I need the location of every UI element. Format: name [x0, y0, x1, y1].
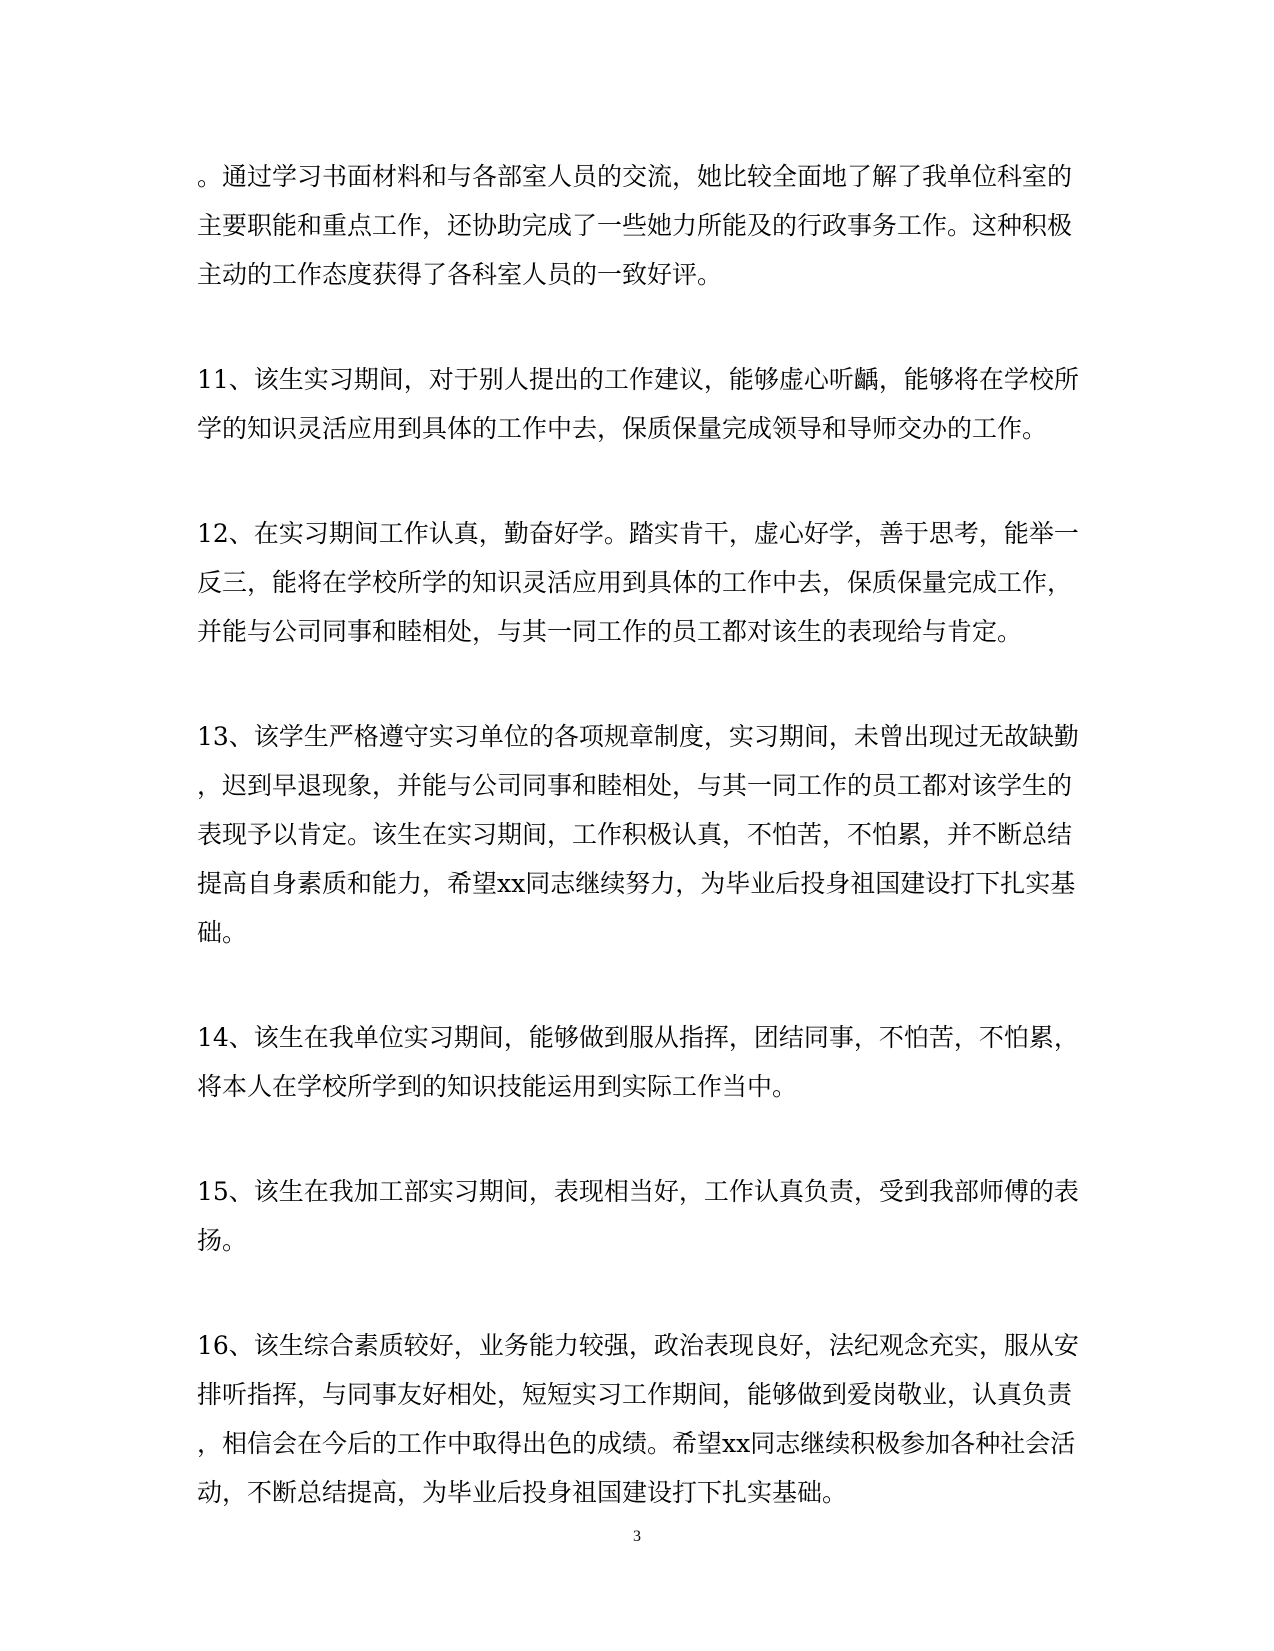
text-line: 11、该生实习期间，对于别人提出的工作建议，能够虚心听齲，能够将在学校所: [197, 365, 1079, 394]
paragraph-16: [197, 1321, 1077, 1517]
text-line: 12、在实习期间工作认真，勤奋好学。踏实肯干，虚心好学，善于思考，能举一: [197, 519, 1079, 548]
paragraph-13: [197, 712, 1077, 957]
page-number: 3: [633, 1528, 641, 1545]
text-line: 15、该生在我加工部实习期间，表现相当好，工作认真负责，受到我部师傅的表: [197, 1177, 1079, 1206]
text-line: 13、该学生严格遵守实习单位的各项规章制度，实习期间，未曾出现过无故缺勤: [197, 722, 1079, 751]
paragraph-15: [197, 1167, 1077, 1265]
paragraph-spacer: [197, 957, 1077, 1013]
document-body: [197, 152, 1077, 1517]
paragraph-intro-continued: [197, 152, 1077, 299]
paragraph-spacer: [197, 299, 1077, 355]
text-line: ，相信会在今后的工作中取得出色的成绩。希望xx同志继续积极参加各种社会活: [197, 1429, 1076, 1458]
text-line: 扬。: [197, 1226, 248, 1255]
text-line: 。通过学习书面材料和与各部室人员的交流，她比较全面地了解了我单位科室的: [197, 162, 1073, 191]
text-line: 16、该生综合素质较好，业务能力较强，政治表现良好，法纪观念充实，服从安: [197, 1331, 1079, 1360]
text-line: 主动的工作态度获得了各科室人员的一致好评。: [197, 260, 723, 289]
text-line: 排听指挥，与同事友好相处，短短实习工作期间，能够做到爱岗敬业，认真负责: [197, 1380, 1073, 1409]
text-line: 反三，能将在学校所学的知识灵活应用到具体的工作中去，保质保量完成工作，: [197, 568, 1073, 597]
text-line: 将本人在学校所学到的知识技能运用到实际工作当中。: [197, 1072, 798, 1101]
text-line: 础。: [197, 918, 248, 947]
text-line: 动，不断总结提高，为毕业后投身祖国建设打下扎实基础。: [197, 1478, 848, 1507]
text-line: 14、该生在我单位实习期间，能够做到服从指挥，团结同事，不怕苦，不怕累，: [197, 1023, 1079, 1052]
paragraph-spacer: [197, 453, 1077, 509]
paragraph-11: [197, 355, 1077, 453]
paragraph-12: [197, 509, 1077, 656]
text-line: 并能与公司同事和睦相处，与其一同工作的员工都对该生的表现给与肯定。: [197, 617, 1023, 646]
text-line: 主要职能和重点工作，还协助完成了一些她力所能及的行政事务工作。这种积极: [197, 211, 1073, 240]
paragraph-spacer: [197, 656, 1077, 712]
paragraph-14: [197, 1013, 1077, 1111]
paragraph-spacer: [197, 1265, 1077, 1321]
text-line: ，迟到早退现象，并能与公司同事和睦相处，与其一同工作的员工都对该学生的: [197, 771, 1073, 800]
text-line: 表现予以肯定。该生在实习期间，工作积极认真，不怕苦，不怕累，并不断总结: [197, 820, 1073, 849]
text-line: 提高自身素质和能力，希望xx同志继续努力，为毕业后投身祖国建设打下扎实基: [197, 869, 1076, 898]
paragraph-spacer: [197, 1111, 1077, 1167]
text-line: 学的知识灵活应用到具体的工作中去，保质保量完成领导和导师交办的工作。: [197, 414, 1048, 443]
